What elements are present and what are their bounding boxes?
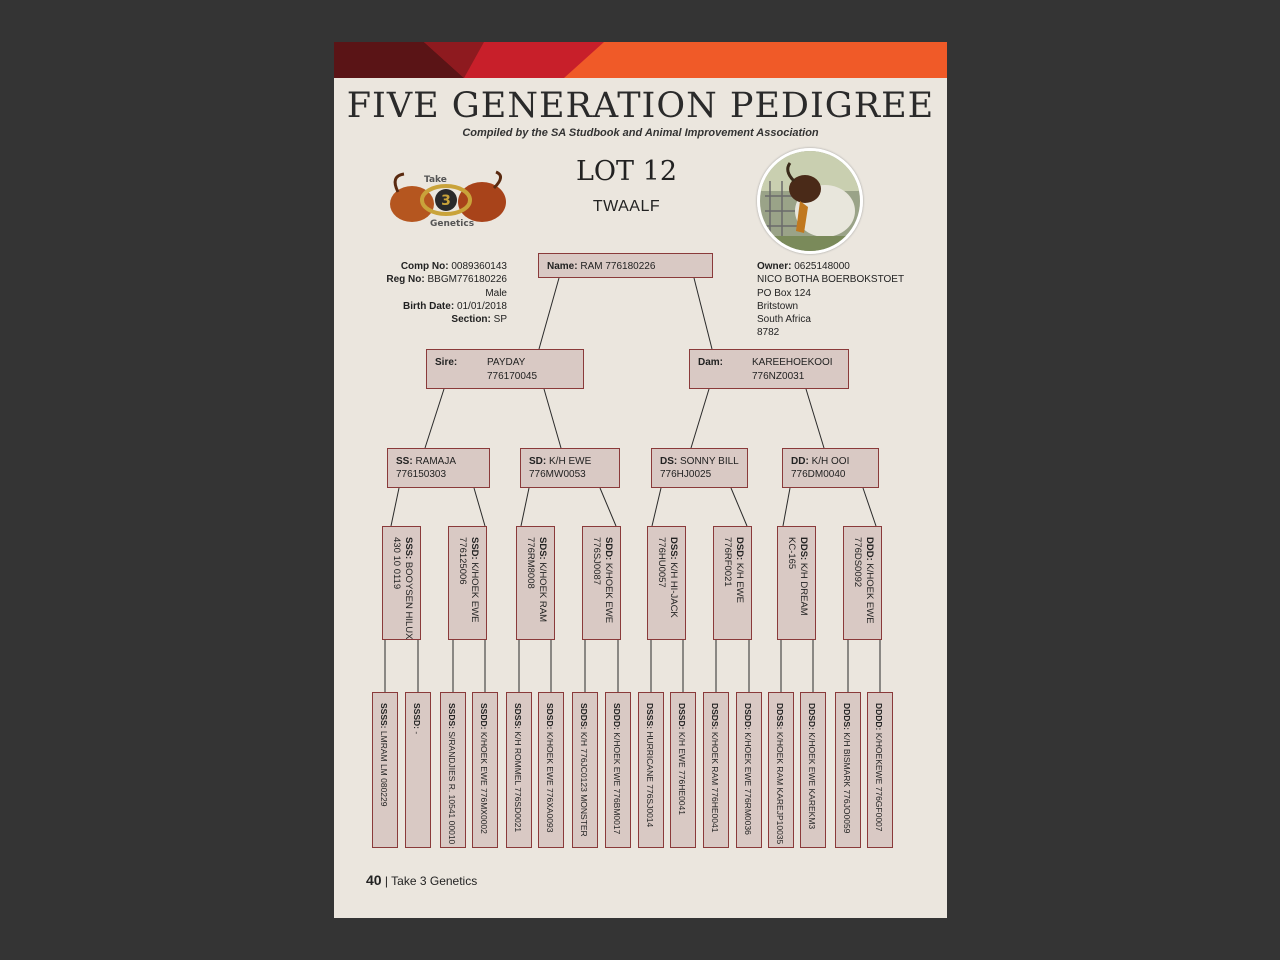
gen3-reg: 776150303 [396,469,447,480]
gen4-box [582,526,621,640]
gen5-box [506,692,532,848]
name-box [538,253,713,278]
gen5-box [638,692,664,848]
gen5-label: SSDS: [447,703,457,729]
name-value: RAM 776180226 [580,261,656,272]
gen5-box [835,692,861,848]
gen4-label: DSD: [734,537,745,561]
gen5-box [768,692,794,848]
gen4-text [456,527,486,640]
gen3-label: SD: [529,456,547,467]
gen5-box [440,692,466,848]
gen4-name: K/HOEK EWE [469,562,480,623]
gen5-name: - [412,731,422,735]
gen5-name: LMRAM LM 080229 [379,730,389,807]
gen5-box [472,692,498,848]
gen5-name: S/RANDJIES R. 10541 00010 [447,731,457,845]
gen5-text [578,693,597,837]
gen5-label: DSSS: [645,703,655,729]
sire-box [426,349,584,389]
gen4-name: BOOYSEN HILUX [403,561,414,640]
owner-address-line: 8782 [757,327,780,339]
gen3-reg: 776HJ0025 [660,469,712,480]
gen4-reg: 776125006 [457,537,468,585]
gen5-label: DDSD: [807,703,817,730]
gen5-label: SDSS: [513,703,523,729]
gen5-name: K/HOEK EWE 776RM0036 [743,732,753,835]
gen5-text [544,693,563,832]
gen3-reg: 776MW0053 [529,469,586,480]
gen4-label: DSS: [668,537,679,560]
gen5-name: K/H BISMARK 776JO0059 [842,732,852,834]
gen5-label: DDSS: [775,703,785,730]
gen4-text [851,527,881,640]
gen3-box-sd [520,448,620,488]
gen5-label: DSDD: [743,703,753,730]
gen5-text [676,693,695,815]
gen4-text [655,527,685,640]
gen4-reg: 776DS0092 [852,537,863,588]
gen4-box [713,526,752,640]
gen4-name: K/HOEK EWE [603,562,614,624]
gen4-text [785,527,815,640]
owner-name: NICO BOTHA BOERBOKSTOET [757,274,905,286]
gen3-box-ds [651,448,748,488]
gen3-label: DS: [660,456,678,467]
page-footer [366,872,477,888]
page-subtitle: Compiled by the SA Studbook and Animal Improvement Association [462,127,819,139]
gen3-box-ss [387,448,490,488]
owner-label: Owner: [757,261,792,272]
gen5-name: K/HOEK RAM KAREJP10035 [775,731,785,845]
dam-box [689,349,849,389]
gen5-label: DSDS: [710,703,720,730]
gen4-name: K/H HI-JACK [668,562,679,618]
gen5-box [800,692,826,848]
page-number: 40 [366,872,382,888]
gen5-label: DDDD: [874,703,884,731]
birth-date-label: Birth Date: [403,300,455,312]
gen5-text [806,693,825,829]
gen5-text [742,693,761,835]
gen5-name: K/HOEK RAM 776HE0041 [710,731,720,833]
gen5-box [736,692,762,848]
reg-no-value: BBGM776180226 [427,274,507,286]
gen3-label: SS: [396,456,413,467]
catalogue-page [334,42,947,918]
gen4-name: K/H DREAM [798,562,809,616]
comp-no-label: Comp No: [400,261,449,272]
gen5-name: K/HOEK EWE 776MX0002 [479,731,489,834]
gen4-box [777,526,816,640]
dam-reg: 776NZ0031 [752,371,805,382]
section-value: SP [493,314,507,326]
gen5-name: K/HOEK EWE 776BM0017 [612,732,622,835]
owner-address-line: South Africa [757,314,811,326]
birth-date-value: 01/01/2018 [456,300,507,312]
dam-label: Dam: [698,357,724,368]
gen5-text [873,693,892,832]
owner-number: 0625148000 [794,261,850,272]
gen3-box-dd [782,448,879,488]
lot-number: LOT 12 [575,156,677,187]
gen5-label: SSDD: [479,703,489,730]
gen5-name: K/HOEK EWE KAREKM3 [807,732,817,830]
gen3-name: K/H EWE [549,456,592,467]
gen4-label: DDD: [864,537,875,561]
footer-separator: | [384,874,389,888]
gen5-text [478,693,497,834]
gen3-name: RAMAJA [415,456,457,467]
gen4-box [843,526,882,640]
owner-address-line: Britstown [757,300,799,312]
gen5-name: K/H 776JC0123 MONSTER [579,731,589,837]
gen5-name: K/H EWE 776HE0041 [677,731,687,815]
gen4-label: SDD: [603,537,614,561]
gen5-name: K/HOEK EWE 776XA0093 [545,731,555,833]
gen4-reg: 430 10 0119 [391,537,402,590]
gen4-reg: 776RF0021 [722,537,733,587]
lot-name: TWAALF [592,198,661,215]
gen3-name: SONNY BILL [680,456,739,467]
gen4-reg: 776SJ0087 [591,537,602,586]
gen3-reg: 776DM0040 [791,469,846,480]
gen3-name: K/H OOI [811,456,850,467]
gen5-text [841,693,860,833]
sire-reg: 776170045 [487,371,538,382]
gen5-label: SDDD: [612,703,622,730]
gen5-box [703,692,729,848]
gen5-box [670,692,696,848]
gen5-text [411,693,430,734]
gen5-text [378,693,397,806]
svg-text:Take: Take [424,175,447,185]
gen5-box [405,692,431,848]
gen4-label: SDS: [537,537,548,560]
svg-text:3: 3 [441,193,451,209]
sex-value: Male [485,287,507,299]
gen4-box [382,526,421,640]
gen5-box [605,692,631,848]
gen5-label: DSSD: [677,703,687,730]
sire-name: PAYDAY [487,357,526,368]
gen4-text [524,527,554,640]
gen5-box [867,692,893,848]
gen4-name: K/H EWE [734,562,745,603]
dam-name: KAREEHOEKOOI [752,357,833,368]
sire-label: Sire: [435,357,458,368]
gen5-box [572,692,598,848]
gen5-text [709,693,728,832]
gen4-box [448,526,487,640]
gen4-text [721,527,751,640]
gen5-text [512,693,531,832]
comp-no-value: 0089360143 [451,261,507,272]
gen5-box [372,692,398,848]
gen5-label: SDSD: [545,703,555,730]
gen5-text [644,693,663,827]
gen4-box [516,526,555,640]
gen4-label: SSS: [403,537,414,560]
owner-address-line: PO Box 124 [757,287,811,299]
gen5-text [611,693,630,834]
gen3-label: DD: [791,456,809,467]
gen4-name: K/HOEK RAM [537,562,548,622]
svg-text:Genetics: Genetics [430,219,475,229]
gen5-text [446,693,465,844]
gen4-text [390,527,420,640]
section-label: Section: [451,314,491,326]
gen4-label: SSD: [469,537,480,560]
gen4-text [590,527,620,640]
gen5-label: DDDS: [842,703,852,730]
gen5-name: K/H ROMMEL 776SD0021 [513,731,523,833]
name-label: Name: [547,261,578,272]
gen4-reg: 776RM8008 [525,537,536,589]
gen4-name: K/HOEK EWE [864,563,875,624]
gen5-label: SDDS: [579,703,589,730]
gen5-text [774,693,793,844]
gen5-label: SSSD: [412,703,422,729]
gen4-reg: KC-165 [786,537,797,570]
gen4-reg: 776HU0057 [656,537,667,588]
reg-no-label: Reg No: [386,274,425,286]
gen5-name: HURRICANE 776SJ0014 [645,731,655,828]
gen4-label: DDS: [798,537,809,561]
gen5-label: SSSS: [379,703,389,729]
footer-text: Take 3 Genetics [391,874,478,888]
page-title: FIVE GENERATION PEDIGREE [346,86,935,126]
gen5-name: K/HOEKEWE 776GF0007 [874,732,884,832]
gen4-box [647,526,686,640]
gen5-box [538,692,564,848]
